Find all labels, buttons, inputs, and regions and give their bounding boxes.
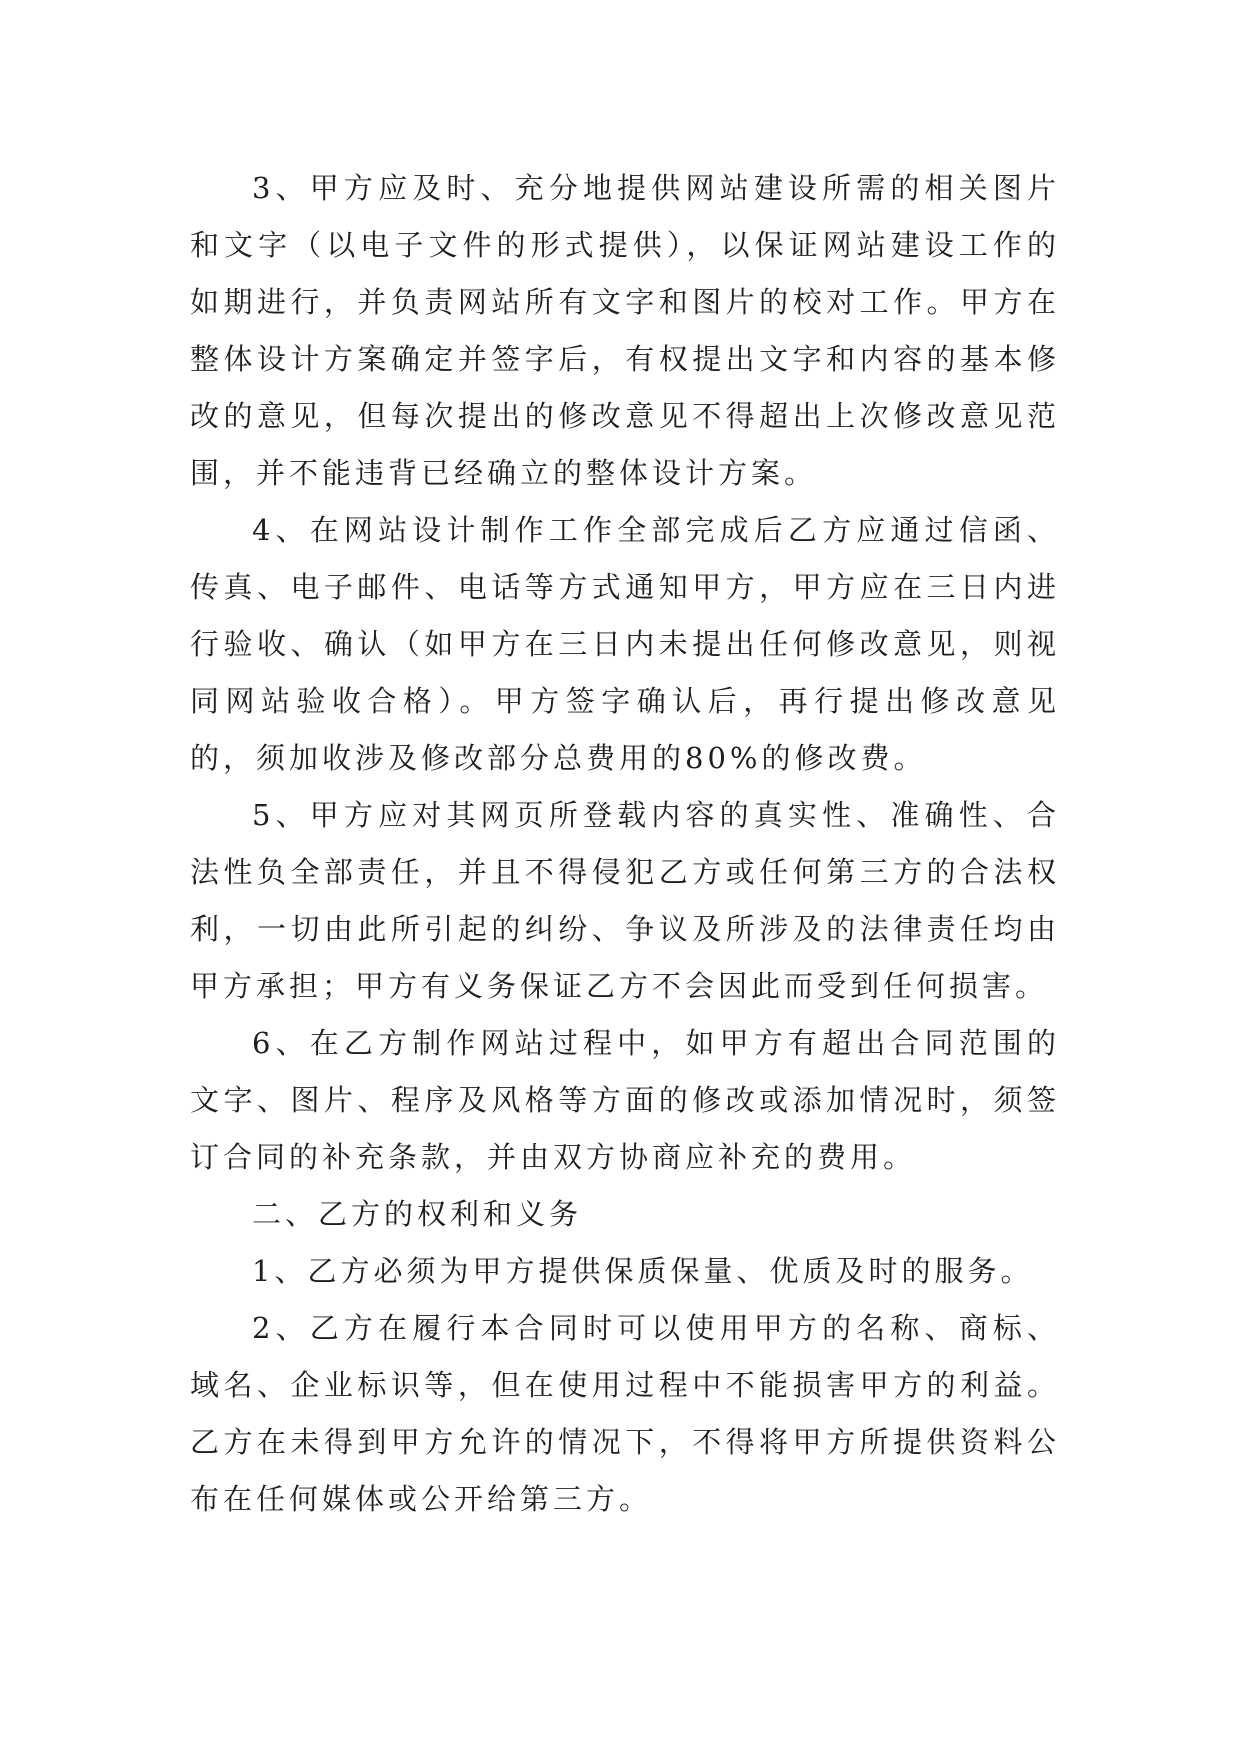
section-2-heading: 二、乙方的权利和义务 (252, 1197, 583, 1231)
clause-3-paragraph: 3、甲方应及时、充分地提供网站建设所需的相关图片和文字（以电子文件的形式提供），以保证网站建设工作的如期进行，并负责网站所有文字和图片的校对工作。甲方在整体设计方案确定并签字后，有权提出文字和内容的基本修改的意见，但每次提出的修改意见不得超出上次修改意见范围，并不能违背已经确立的整体设计方案。 (190, 171, 1060, 490)
clause-5-paragraph: 5、甲方应对其网页所登载内容的真实性、准确性、合法性负全部责任，并且不得侵犯乙方或任何第三方的合法权利，一切由此所引起的纠纷、争议及所涉及的法律责任均由甲方承担；甲方有义务保证乙方不会因此而受到任何损害。 (190, 798, 1060, 1003)
clause-4-paragraph: 4、在网站设计制作工作全部完成后乙方应通过信函、传真、电子邮件、电话等方式通知甲方，甲方应在三日内进行验收、确认（如甲方在三日内未提出任何修改意见，则视同网站验收合格）。甲方签字确认后，再行提出修改意见的，须加收涉及修改部分总费用的80%的修改费。 (190, 513, 1060, 775)
clause-6-paragraph: 6、在乙方制作网站过程中，如甲方有超出合同范围的文字、图片、程序及风格等方面的修改或添加情况时，须签订合同的补充条款，并由双方协商应补充的费用。 (190, 1026, 1060, 1174)
document-body (190, 160, 1060, 1528)
party-b-clause-1-paragraph: 1、乙方必须为甲方提供保质保量、优质及时的服务。 (252, 1254, 1034, 1288)
party-b-clause-2-paragraph: 2、乙方在履行本合同时可以使用甲方的名称、商标、域名、企业标识等，但在使用过程中不能损害甲方的利益。乙方在未得到甲方允许的情况下，不得将甲方所提供资料公布在任何媒体或公开给第三方。 (190, 1311, 1060, 1516)
